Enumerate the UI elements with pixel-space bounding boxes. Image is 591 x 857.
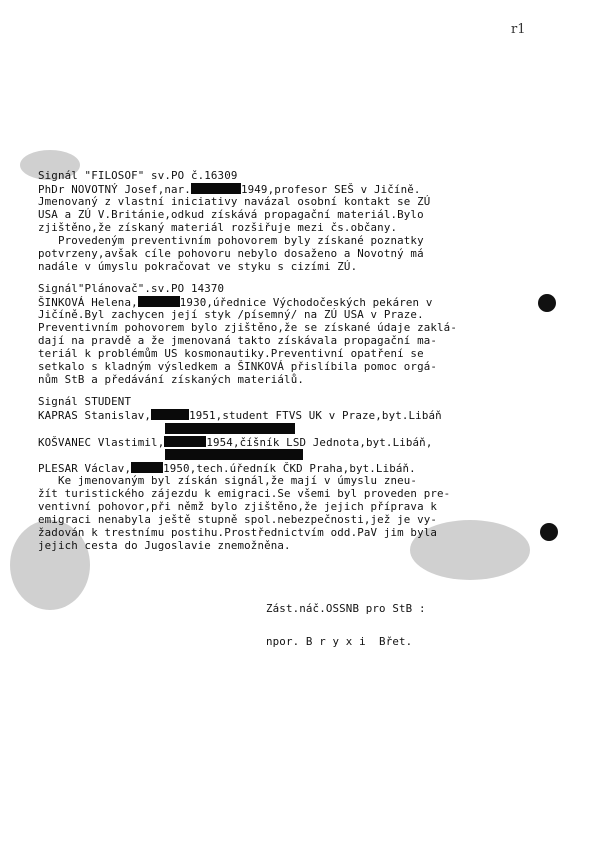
person-name: KAPRAS Stanislav, <box>38 409 152 422</box>
block2-text: nům StB a předávání získaných materiálů. <box>38 373 305 386</box>
block2-text: teriál k problémům US kosmonautiky.Preventivní opatření se <box>38 347 424 360</box>
redaction-bar <box>138 296 180 307</box>
block3-text: jejich cesta do Jugoslavie znemožněna. <box>38 539 291 552</box>
person-details: 1954,číšník LSD Jednota,byt.Libáň, <box>206 436 433 449</box>
block3-person-line <box>38 436 432 449</box>
block2-text: Preventivním pohovorem bylo zjištěno,že se získané údaje zaklá- <box>38 321 457 334</box>
block3-text: žít turistického zájezdu k emigraci.Se všemi byl proveden pre- <box>38 487 451 500</box>
block3-text: ventivní pohovor,při němž bylo zjištěno,že jejich příprava k <box>38 500 438 513</box>
block1-text: USA a ZÚ V.Británie,odkud získává propagační materiál.Bylo <box>38 208 424 221</box>
block1-heading: Signál "FILOSOF" sv.PO č.16309 <box>38 169 238 182</box>
block3-text: Ke jmenovaným byl získán signál,že mají v úmyslu zneu- <box>38 474 418 487</box>
page-mark: r1 <box>511 22 526 37</box>
block3-heading: Signál STUDENT <box>38 395 132 408</box>
signature-title: Zást.náč.OSSNB pro StB : <box>266 602 426 615</box>
person-name: PhDr NOVOTNÝ Josef,nar. <box>38 183 191 196</box>
redaction-bar <box>191 183 241 194</box>
block1-text: zjištěno,že získaný materiál rozšiřuje mezi čs.občany. <box>38 221 398 234</box>
redaction-bar <box>165 449 303 460</box>
redaction-bar <box>131 462 163 473</box>
person-details: 1950,tech.úředník ČKD Praha,byt.Libáň. <box>163 462 416 475</box>
block2-text: dají na pravdě a že jmenovaná takto získávala propagační ma- <box>38 334 438 347</box>
block1-text: Provedeným preventivním pohovorem byly získané poznatky <box>38 234 424 247</box>
signature-name: npor. B r y x i Břet. <box>266 635 413 648</box>
redaction-bar <box>164 436 206 447</box>
block2-text: setkalo s kladným výsledkem a ŠINKOVÁ přislíbila pomoc orgá- <box>38 360 438 373</box>
person-details: 1949,profesor SEŠ v Jičíně. <box>240 183 421 196</box>
punch-hole-bottom <box>540 523 558 541</box>
redaction-bar <box>151 409 189 420</box>
person-details: 1930,úřednice Východočeských pekáren v <box>179 296 433 309</box>
block3-text: žadován k trestnímu postihu.Prostřednictvím odd.PaV jim byla <box>38 526 438 539</box>
person-details: 1951,student FTVS UK v Praze,byt.Libáň <box>189 409 442 422</box>
block1-text: Jmenovaný z vlastní iniciativy navázal osobní kontakt se ZÚ <box>38 195 431 208</box>
block1-text: potvrzeny,avšak cíle pohovoru nebylo dosaženo a Novotný má <box>38 247 424 260</box>
block1-text: nadále v úmyslu pokračovat ve styku s cizími ZÚ. <box>38 260 358 273</box>
person-name: PLESAR Václav, <box>38 462 132 475</box>
person-name: ŠINKOVÁ Helena, <box>38 296 138 309</box>
block3-person-line <box>38 409 442 422</box>
block2-text: Jičíně.Byl zachycen její styk /písemný/ na ZÚ USA v Praze. <box>38 308 424 321</box>
block2-heading: Signál"Plánovač".sv.PO 14370 <box>38 282 225 295</box>
redaction-bar <box>165 423 295 434</box>
person-name: KOŠVANEC Vlastimil, <box>38 436 165 449</box>
punch-hole-top <box>538 294 556 312</box>
block3-text: emigraci nenabyla ještě stupně spol.nebezpečnosti,jež je vy- <box>38 513 438 526</box>
